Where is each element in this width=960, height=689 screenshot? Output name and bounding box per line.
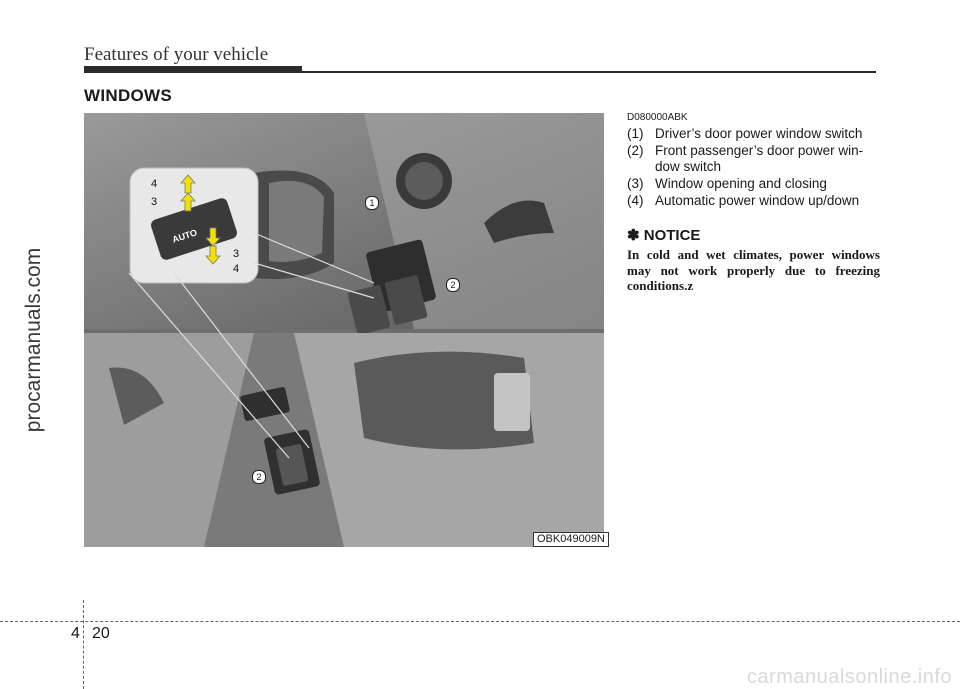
footer-divider xyxy=(0,621,960,622)
callout-3-top: 3 xyxy=(151,196,158,208)
callout-4-top: 4 xyxy=(151,178,158,190)
window-switch-figure xyxy=(84,113,604,547)
callout-4-bottom: 4 xyxy=(233,263,240,275)
doc-code: D080000ABK xyxy=(627,112,688,123)
footer-divider-vertical xyxy=(83,600,84,689)
section-header: Features of your vehicle xyxy=(84,44,269,65)
chapter-number: 4 xyxy=(71,625,80,642)
watermark-left: procarmanuals.com xyxy=(22,247,45,433)
header-rule-thin xyxy=(84,71,876,73)
notice-body: In cold and wet climates, power windows may not work properly due to freezing conditions.z xyxy=(627,247,880,293)
auto-label: AUTO xyxy=(171,227,199,245)
list-item: (4) Automatic power window up/down xyxy=(627,193,860,208)
page-number: 20 xyxy=(92,625,110,642)
watermark-bottom: carmanualsonline.info xyxy=(746,666,952,688)
page-title: WINDOWS xyxy=(84,86,173,105)
callout-3-bottom: 3 xyxy=(233,248,240,260)
callout-2-badge-top: 2 xyxy=(446,278,460,292)
figure-code: OBK049009N xyxy=(533,532,609,547)
notice-title: ✽ NOTICE xyxy=(627,227,701,244)
list-item: (3) Window opening and closing xyxy=(627,176,827,191)
caption-list xyxy=(627,126,880,210)
callout-1-badge: 1 xyxy=(365,196,379,210)
list-item: (2) Front passenger’s door power win-dow switch xyxy=(627,143,864,174)
list-item: (1) Driver’s door power window switch xyxy=(627,126,863,141)
callout-2-badge-bottom: 2 xyxy=(252,470,266,484)
